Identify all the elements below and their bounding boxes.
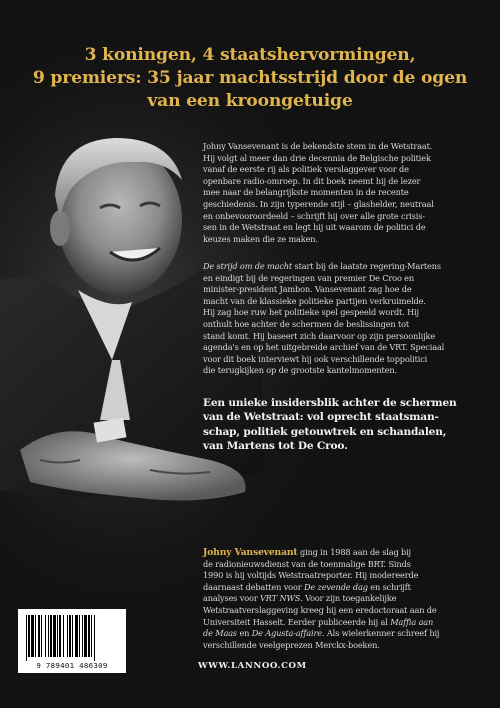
headline-line: 3 koningen, 4 staatshervormingen, — [84, 45, 416, 65]
barcode-bar — [53, 615, 56, 657]
tagline — [203, 396, 488, 454]
text-fragment: daarnaast debatten voor — [203, 581, 304, 592]
tagline-line: Een unieke insidersblik achter de schermen — [203, 397, 457, 409]
text-line: die terugkijken op de grootste kantelmomenten. — [203, 365, 397, 376]
text-fragment: Universiteit Hasselt. Eerder publiceerde hij al — [203, 616, 391, 627]
barcode-bar — [50, 615, 52, 657]
headline — [30, 44, 470, 113]
text-fragment: en — [237, 628, 252, 639]
text-line: en eindigt bij de regeringen van premier De Croo en — [203, 272, 415, 283]
text-fragment: start bij de laatste regering-Martens — [292, 261, 441, 271]
outlet-title: VRT NWS — [260, 593, 301, 604]
text-line: Hij zag hoe ruw het politieke spel gespeeld wordt. Hij — [203, 307, 419, 318]
text-fragment: analyses voor — [203, 593, 261, 604]
text-line: en onbevooroordeeld – schrijft hij over alle grote crisis- — [203, 210, 425, 221]
summary-paragraph — [203, 261, 483, 377]
text-line: mee naar de belangrijkste momenten in de recente — [203, 187, 409, 198]
book-title: Maffia aan — [390, 616, 434, 627]
headline-line: van een kroongetuige — [147, 91, 353, 111]
barcode-bar — [72, 615, 73, 657]
text-line — [203, 628, 488, 640]
text-line — [203, 617, 488, 629]
barcode-bar — [69, 615, 71, 657]
barcode-bar — [79, 615, 80, 657]
text-line: vanaf de eerste rij als politiek verslaggever voor de — [203, 164, 409, 175]
text-line — [203, 547, 488, 559]
text-line — [203, 582, 488, 594]
barcode-bar — [75, 615, 78, 657]
barcode-bar — [88, 615, 90, 657]
barcode-bar — [59, 615, 61, 657]
barcode-bar — [84, 615, 87, 657]
intro-paragraph — [203, 141, 483, 245]
text-fragment: en schrijft — [367, 581, 411, 592]
author-name: Johny Vansevenant — [203, 547, 298, 558]
text-line: sen in de Wetstraat en legt hij uit waarom de politici de — [203, 222, 426, 233]
headline-line: 9 premiers: 35 jaar machtsstrijd door de ogen — [32, 68, 468, 88]
barcode-bar — [45, 615, 46, 657]
text-line: Wetstraatverslaggeving kreeg hij een eredoctoraat aan de — [203, 604, 437, 615]
barcode-bar — [82, 615, 83, 657]
text-line: Hij volgt al meer dan drie decennia de Belgische politiek — [203, 152, 431, 163]
barcode-bar — [94, 615, 95, 661]
barcode-bar — [31, 615, 34, 657]
text-line: onthult hoe achter de schermen de beslissingen tot — [203, 318, 410, 329]
barcode-bars — [18, 611, 126, 663]
text-fragment: ging in 1988 aan de slag bij — [297, 547, 411, 557]
text-line — [203, 261, 483, 273]
publisher-website: WWW.LANNOO.COM — [198, 661, 307, 671]
text-line: Johny Vansevenant is de bekendste stem in de Wetstraat. — [203, 141, 433, 151]
text-line — [203, 593, 488, 605]
text-line: verschillende veelgeprezen Merckx-boeken. — [203, 639, 380, 650]
tagline-line: van Martens tot De Croo. — [203, 440, 348, 453]
program-title: De zevende dag — [303, 581, 368, 592]
text-fragment: . Voor zijn toegankelijke — [300, 593, 397, 604]
barcode-bar — [67, 615, 68, 657]
text-line: voor dit boek interviewt hij ook verschillende toppolitici — [203, 353, 428, 364]
text-line: openbare radio-omroep. In dit boek neemt hij de lezer — [203, 175, 421, 186]
barcode-bar — [57, 615, 58, 657]
text-line: 1990 is hij voltijds Wetstraatreporter. Hij modereerde — [203, 570, 419, 581]
barcode-bar — [38, 615, 40, 657]
text-line: de radionieuwsdienst van de toenmalige BRT. Sinds — [203, 558, 411, 569]
isbn-digits: 9 789401 486309 — [36, 661, 108, 670]
text-fragment: . Als wielerkenner schreef hij — [321, 628, 440, 639]
text-line: keuzes maken die ze maken. — [203, 233, 318, 244]
author-bio — [203, 547, 488, 651]
tagline-line: van de Wetstraat: vol oprecht staatsman- — [203, 411, 439, 424]
barcode-bar — [48, 615, 49, 657]
text-line: stand komt. Hij baseert zich daarvoor op zijn persoonlijke — [203, 330, 436, 341]
text-line: minister-president Jambon. Vansevenant zag hoe de — [203, 284, 412, 295]
text-line: macht van de klassieke politieke partijen verkruimelde. — [203, 295, 426, 306]
book-title: De strijd om de macht — [203, 261, 293, 271]
barcode-bar — [63, 615, 64, 657]
text-line: geschiedenis. In zijn typerende stijl – glashelder, neutraal — [203, 198, 434, 209]
barcode-bar — [41, 615, 42, 657]
book-title: De Agusta-affaire — [251, 628, 322, 639]
text-line: agenda's en op het uitgebreide archief van de VRT. Speciaal — [203, 342, 445, 353]
tagline-line: schap, politiek getouwtrek en schandalen, — [203, 425, 447, 438]
barcode-bar — [91, 615, 92, 657]
book-title: de Maas — [203, 628, 237, 639]
barcode — [18, 609, 126, 673]
barcode-bar — [26, 615, 27, 661]
barcode-bar — [35, 615, 36, 657]
barcode-bar — [28, 615, 30, 657]
